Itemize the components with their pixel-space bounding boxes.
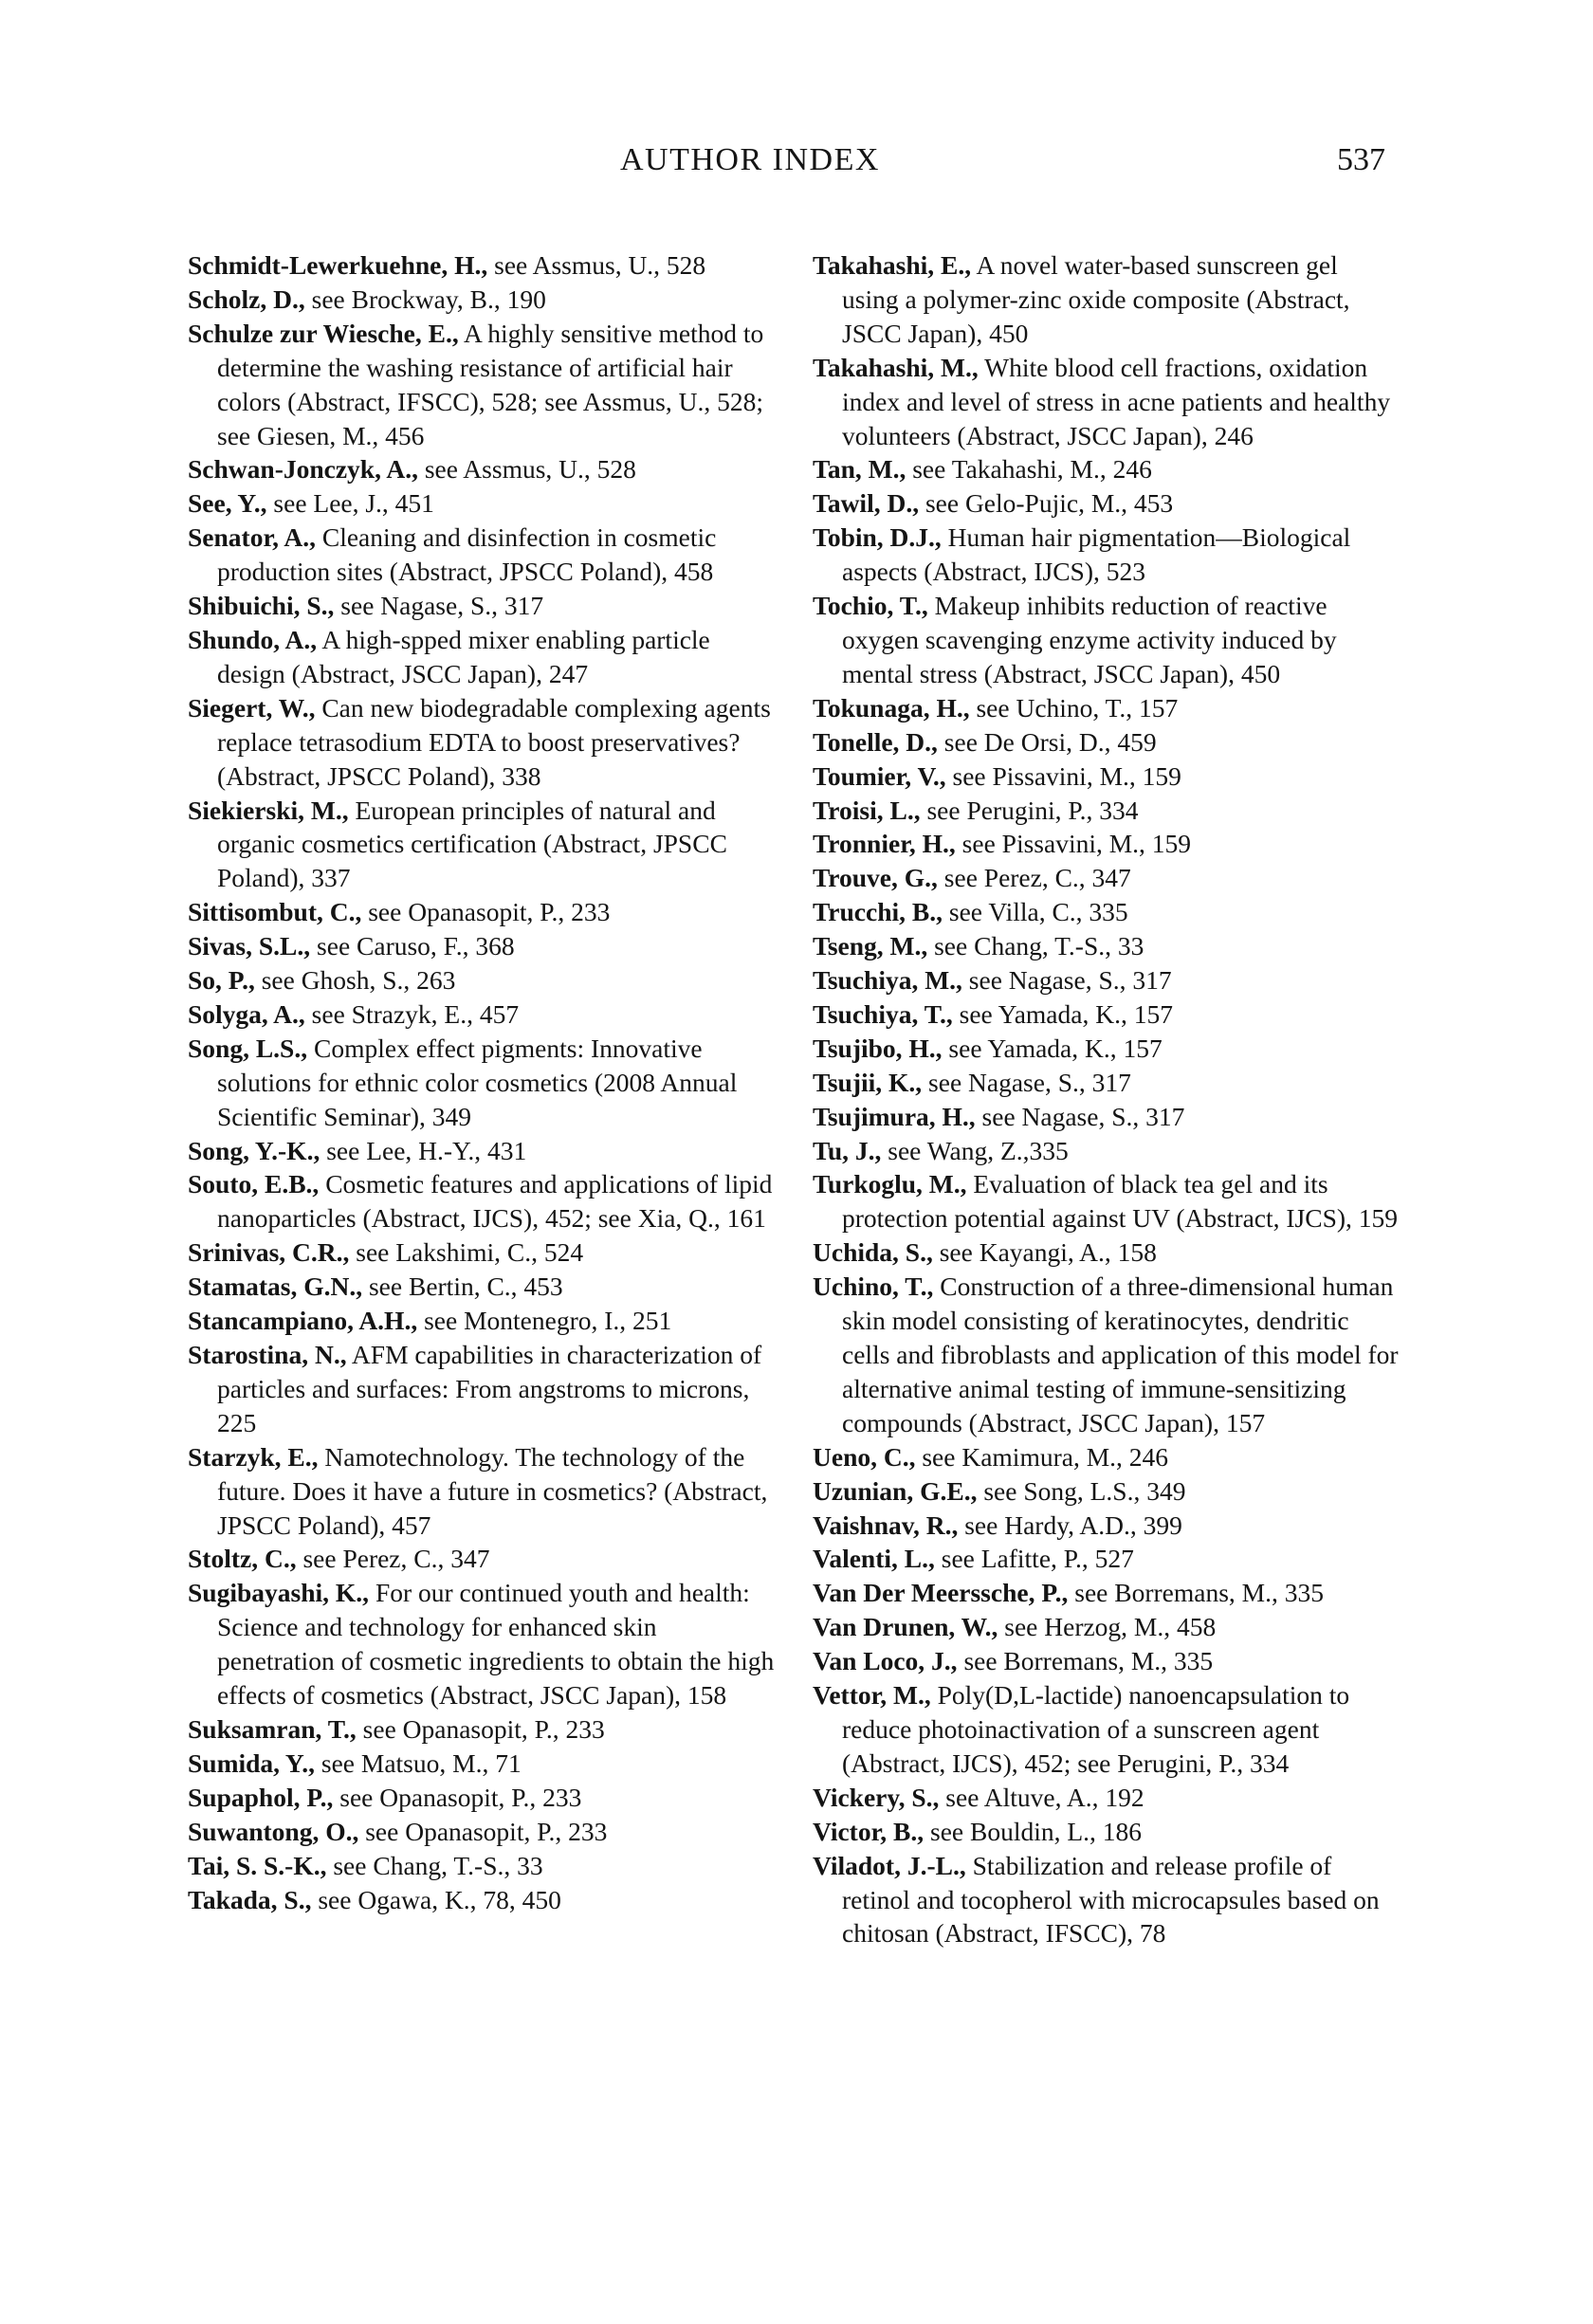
- index-entry: [813, 827, 1401, 861]
- entry-text: see Nagase, S., 317: [334, 591, 544, 621]
- index-entry: [188, 1849, 776, 1883]
- index-entry: [813, 691, 1401, 725]
- author-name: Tseng, M.,: [813, 931, 928, 961]
- author-name: Sugibayashi, K.,: [188, 1578, 370, 1608]
- author-name: Souto, E.B.,: [188, 1169, 320, 1199]
- author-name: Shibuichi, S.,: [188, 591, 335, 621]
- entry-text: Human hair pigmentation—Biological aspects (Abstract, IJCS), 523: [842, 522, 1351, 587]
- entry-text: see Pissavini, M., 159: [955, 829, 1192, 859]
- entry-text: see Strazyk, E., 457: [304, 998, 520, 1029]
- author-name: Valenti, L.,: [813, 1544, 935, 1574]
- index-entry: [188, 1781, 776, 1815]
- author-name: Tochio, T.,: [813, 591, 928, 621]
- author-name: Tokunaga, H.,: [813, 692, 970, 723]
- index-entry: [188, 929, 776, 963]
- index-entry: [813, 248, 1401, 351]
- author-name: Tsujii, K.,: [813, 1067, 923, 1097]
- entry-text: see Perugini, P., 334: [920, 795, 1139, 825]
- entry-text: see Kayangi, A., 158: [932, 1237, 1157, 1268]
- entry-text: see Lafitte, P., 527: [934, 1544, 1134, 1574]
- index-entry: [813, 963, 1401, 997]
- entry-text: see Assmus, U., 528: [487, 250, 706, 280]
- entry-text: see Perez, C., 347: [296, 1544, 490, 1574]
- entry-text: see Matsuo, M., 71: [315, 1748, 522, 1778]
- author-name: Vaishnav, R.,: [813, 1510, 959, 1540]
- author-name: Scholz, D.,: [188, 284, 305, 314]
- index-entry: [188, 963, 776, 997]
- index-entry: [188, 589, 776, 623]
- index-entry: [188, 623, 776, 691]
- index-entry: [813, 725, 1401, 759]
- index-entry: [813, 794, 1401, 828]
- author-name: Tsujimura, H.,: [813, 1101, 976, 1131]
- index-entry: [813, 1542, 1401, 1576]
- index-entry: [188, 1338, 776, 1440]
- entry-text: see Brockway, B., 190: [304, 284, 546, 314]
- author-name: Takahashi, E.,: [813, 250, 972, 280]
- author-name: Tai, S. S.-K.,: [188, 1850, 327, 1880]
- entry-text: see Opanasopit, P., 233: [356, 1713, 605, 1744]
- index-entry: [813, 1610, 1401, 1644]
- entry-text: see Opanasopit, P., 233: [358, 1816, 608, 1846]
- index-entry: [188, 997, 776, 1032]
- entry-text: see Lakshimi, C., 524: [349, 1237, 584, 1268]
- index-entry: [188, 521, 776, 589]
- author-name: Turkoglu, M.,: [813, 1169, 967, 1199]
- index-entry: [188, 248, 776, 283]
- entry-text: see Perez, C., 347: [937, 863, 1131, 893]
- entry-text: Construction of a three-dimensional human skin model consisting of keratinocytes, dendritic cells and fibroblasts and application of this model for alternative animal testing of immune-sensitizing compounds (Abstract, JSCC Japan), 157: [842, 1272, 1399, 1437]
- entry-text: see Herzog, M., 458: [998, 1612, 1217, 1642]
- index-entry: [188, 1167, 776, 1235]
- author-name: Suwantong, O.,: [188, 1816, 359, 1846]
- index-entry: [813, 929, 1401, 963]
- index-entry: [813, 1167, 1401, 1235]
- entry-text: see Lee, J., 451: [266, 488, 434, 519]
- index-entry: [188, 1542, 776, 1576]
- index-entry: [813, 1576, 1401, 1610]
- entry-text: see Villa, C., 335: [943, 897, 1128, 927]
- author-name: Tawil, D.,: [813, 488, 920, 519]
- author-name: Ueno, C.,: [813, 1441, 916, 1472]
- author-name: Solyga, A.,: [188, 998, 305, 1029]
- entry-text: see Kamimura, M., 246: [915, 1441, 1169, 1472]
- entry-text: see Caruso, F., 368: [310, 931, 515, 961]
- author-name: Siegert, W.,: [188, 692, 316, 723]
- entry-text: see Yamada, K., 157: [942, 1033, 1163, 1063]
- entry-text: see Wang, Z.,335: [881, 1135, 1069, 1165]
- entry-text: see Chang, T.-S., 33: [927, 931, 1144, 961]
- index-entry: [813, 895, 1401, 929]
- index-entry: [188, 1304, 776, 1338]
- author-name: Stamatas, G.N.,: [188, 1272, 363, 1302]
- running-title: AUTHOR INDEX: [620, 142, 880, 177]
- index-entry: [188, 452, 776, 486]
- entry-text: see Nagase, S., 317: [961, 965, 1172, 996]
- author-name: Trouve, G.,: [813, 863, 938, 893]
- index-entry: [188, 1576, 776, 1712]
- index-entry: [188, 317, 776, 453]
- index-entry: [188, 1747, 776, 1781]
- author-name: Van Loco, J.,: [813, 1646, 958, 1676]
- index-entry: [813, 759, 1401, 794]
- index-entry: [813, 997, 1401, 1032]
- author-name: Victor, B.,: [813, 1816, 925, 1846]
- author-name: Vettor, M.,: [813, 1680, 931, 1711]
- author-name: Tsujibo, H.,: [813, 1033, 943, 1063]
- entry-text: see Uchino, T., 157: [969, 692, 1179, 723]
- entry-text: see Lee, H.-Y., 431: [320, 1135, 527, 1165]
- entry-text: see De Orsi, D., 459: [937, 726, 1157, 757]
- author-name: Uchino, T.,: [813, 1272, 934, 1302]
- entry-text: Can new biodegradable complexing agents replace tetrasodium EDTA to boost preservatives? (Abstract, JPSCC Poland), 338: [217, 692, 771, 791]
- index-entry: [813, 1066, 1401, 1100]
- entry-text: see Ogawa, K., 78, 450: [311, 1884, 561, 1914]
- index-entry: [813, 1235, 1401, 1270]
- author-name: Stoltz, C.,: [188, 1544, 297, 1574]
- index-entry: [813, 1134, 1401, 1168]
- author-name: Siekierski, M.,: [188, 795, 349, 825]
- entry-text: Complex effect pigments: Innovative solutions for ethnic color cosmetics (2008 Annual Scientific Seminar), 349: [217, 1033, 738, 1131]
- entry-text: see Opanasopit, P., 233: [361, 897, 611, 927]
- entry-text: see Ghosh, S., 263: [254, 965, 456, 996]
- entry-text: Poly(D,L-lactide) nanoencapsulation to reduce photoinactivation of a sunscreen agent (Abstract, IJCS), 452; see Perugini, P., 334: [842, 1680, 1350, 1778]
- index-entry: [813, 486, 1401, 521]
- entry-text: see Opanasopit, P., 233: [333, 1782, 582, 1812]
- entry-text: A novel water-based sunscreen gel using a polymer-zinc oxide composite (Abstract, JSCC Japan), 450: [842, 250, 1350, 348]
- entry-text: Stabilization and release profile of retinol and tocopherol with microcapsules based on chitosan (Abstract, IFSCC), 78: [842, 1850, 1380, 1949]
- entry-text: Cleaning and disinfection in cosmetic production sites (Abstract, JPSCC Poland), 458: [217, 522, 717, 587]
- author-name: Uchida, S.,: [813, 1237, 933, 1268]
- entry-text: Makeup inhibits reduction of reactive oxygen scavenging enzyme activity induced by mental stress (Abstract, JSCC Japan), 450: [842, 591, 1337, 688]
- index-entry: [813, 351, 1401, 453]
- index-entry: [813, 1440, 1401, 1474]
- author-name: Takada, S.,: [188, 1884, 312, 1914]
- entry-text: see Nagase, S., 317: [922, 1067, 1131, 1097]
- entry-text: see Pissavini, M., 159: [945, 760, 1181, 791]
- entry-text: Evaluation of black tea gel and its protection potential against UV (Abstract, IJCS), 159: [842, 1169, 1399, 1234]
- author-name: Starostina, N.,: [188, 1340, 347, 1369]
- index-entry: [188, 1270, 776, 1304]
- index-entry: [813, 1644, 1401, 1678]
- index-entry: [813, 1100, 1401, 1134]
- index-entry: [188, 1883, 776, 1917]
- index-entry: [813, 1474, 1401, 1509]
- author-name: Srinivas, C.R.,: [188, 1237, 350, 1268]
- author-name: Schwan-Jonczyk, A.,: [188, 454, 418, 485]
- entry-text: see Chang, T.-S., 33: [326, 1850, 543, 1880]
- index-entry: [188, 1440, 776, 1543]
- index-entry: [813, 521, 1401, 589]
- author-name: Sivas, S.L.,: [188, 931, 311, 961]
- author-name: Schulze zur Wiesche, E.,: [188, 318, 459, 348]
- entry-text: see Borremans, M., 335: [957, 1646, 1214, 1676]
- author-name: Sittisombut, C.,: [188, 897, 362, 927]
- entry-text: see Altuve, A., 192: [939, 1782, 1144, 1812]
- author-name: Viladot, J.-L.,: [813, 1850, 966, 1880]
- entry-text: see Song, L.S., 349: [977, 1475, 1186, 1506]
- author-name: Song, Y.-K.,: [188, 1135, 320, 1165]
- entry-text: AFM capabilities in characterization of particles and surfaces: From angstroms to microns, 225: [217, 1340, 762, 1437]
- author-name: Starzyk, E.,: [188, 1441, 319, 1472]
- entry-text: A highly sensitive method to determine the washing resistance of artificial hair colors (Abstract, IFSCC), 528; see Assmus, U., 528; see Giesen, M., 456: [217, 318, 764, 450]
- page-number: 537: [1337, 142, 1385, 177]
- author-name: Tronnier, H.,: [813, 829, 956, 859]
- entry-text: see Gelo-Pujic, M., 453: [919, 488, 1174, 519]
- author-name: Tobin, D.J.,: [813, 522, 942, 553]
- index-entry: [813, 1678, 1401, 1781]
- index-entry: [188, 486, 776, 521]
- author-name: Tu, J.,: [813, 1135, 882, 1165]
- entry-text: see Takahashi, M., 246: [906, 454, 1152, 485]
- index-entry: [188, 1032, 776, 1134]
- author-name: Tsuchiya, M.,: [813, 965, 962, 996]
- index-entry: [813, 1815, 1401, 1849]
- entry-text: see Bouldin, L., 186: [924, 1816, 1143, 1846]
- entry-text: see Borremans, M., 335: [1068, 1578, 1324, 1608]
- index-entry: [813, 1509, 1401, 1543]
- author-name: Tan, M.,: [813, 454, 906, 485]
- index-entry: [188, 895, 776, 929]
- author-name: Sumida, Y.,: [188, 1748, 315, 1778]
- index-entry: [188, 794, 776, 896]
- index-entry: [813, 1781, 1401, 1815]
- right-column: [813, 248, 1401, 1950]
- index-entry: [813, 452, 1401, 486]
- index-entry: [813, 589, 1401, 691]
- index-entry: [813, 1849, 1401, 1951]
- left-column: [188, 248, 776, 1916]
- index-entry: [813, 1270, 1401, 1440]
- author-name: Trucchi, B.,: [813, 897, 943, 927]
- entry-text: For our continued youth and health: Science and technology for enhanced skin penetration of cosmetic ingredients to obtain the high effects of cosmetics (Abstract, JSCC Japan), 158: [217, 1578, 775, 1711]
- author-name: Toumier, V.,: [813, 760, 946, 791]
- index-entry: [188, 1815, 776, 1849]
- entry-text: see Yamada, K., 157: [952, 998, 1173, 1029]
- index-entry: [188, 1134, 776, 1168]
- author-name: Vickery, S.,: [813, 1782, 940, 1812]
- index-entry: [188, 691, 776, 794]
- author-name: See, Y.,: [188, 488, 267, 519]
- author-name: Song, L.S.,: [188, 1033, 308, 1063]
- entry-text: see Hardy, A.D., 399: [958, 1510, 1182, 1540]
- author-name: Supaphol, P.,: [188, 1782, 334, 1812]
- author-name: Schmidt-Lewerkuehne, H.,: [188, 250, 488, 280]
- index-entry: [813, 1032, 1401, 1066]
- author-name: Tonelle, D.,: [813, 726, 938, 757]
- entry-text: A high-spped mixer enabling particle design (Abstract, JSCC Japan), 247: [217, 624, 710, 688]
- author-name: Shundo, A.,: [188, 624, 318, 654]
- author-name: Stancampiano, A.H.,: [188, 1306, 418, 1336]
- entry-text: see Assmus, U., 528: [417, 454, 636, 485]
- index-entry: [188, 1712, 776, 1747]
- author-name: Uzunian, G.E.,: [813, 1475, 978, 1506]
- entry-text: see Nagase, S., 317: [975, 1101, 1185, 1131]
- index-entry: [188, 283, 776, 317]
- author-name: So, P.,: [188, 965, 255, 996]
- page-header: [0, 142, 1593, 190]
- entry-text: European principles of natural and organic cosmetics certification (Abstract, JPSCC Poland), 337: [217, 795, 727, 893]
- entry-text: White blood cell fractions, oxidation index and level of stress in acne patients and healthy volunteers (Abstract, JSCC Japan), 246: [842, 352, 1391, 450]
- author-name: Van Drunen, W.,: [813, 1612, 998, 1642]
- entry-text: see Montenegro, I., 251: [417, 1306, 672, 1336]
- author-name: Suksamran, T.,: [188, 1713, 357, 1744]
- author-name: Senator, A.,: [188, 522, 316, 553]
- entry-text: see Bertin, C., 453: [362, 1272, 563, 1302]
- entry-text: Namotechnology. The technology of the future. Does it have a future in cosmetics? (Abstract, JPSCC Poland), 457: [217, 1441, 768, 1540]
- entry-text: Cosmetic features and applications of lipid nanoparticles (Abstract, IJCS), 452; see Xia, Q., 161: [217, 1169, 773, 1234]
- index-entry: [813, 861, 1401, 895]
- author-name: Tsuchiya, T.,: [813, 998, 953, 1029]
- index-entry: [188, 1235, 776, 1270]
- author-name: Takahashi, M.,: [813, 352, 979, 382]
- author-name: Troisi, L.,: [813, 795, 921, 825]
- author-name: Van Der Meerssche, P.,: [813, 1578, 1069, 1608]
